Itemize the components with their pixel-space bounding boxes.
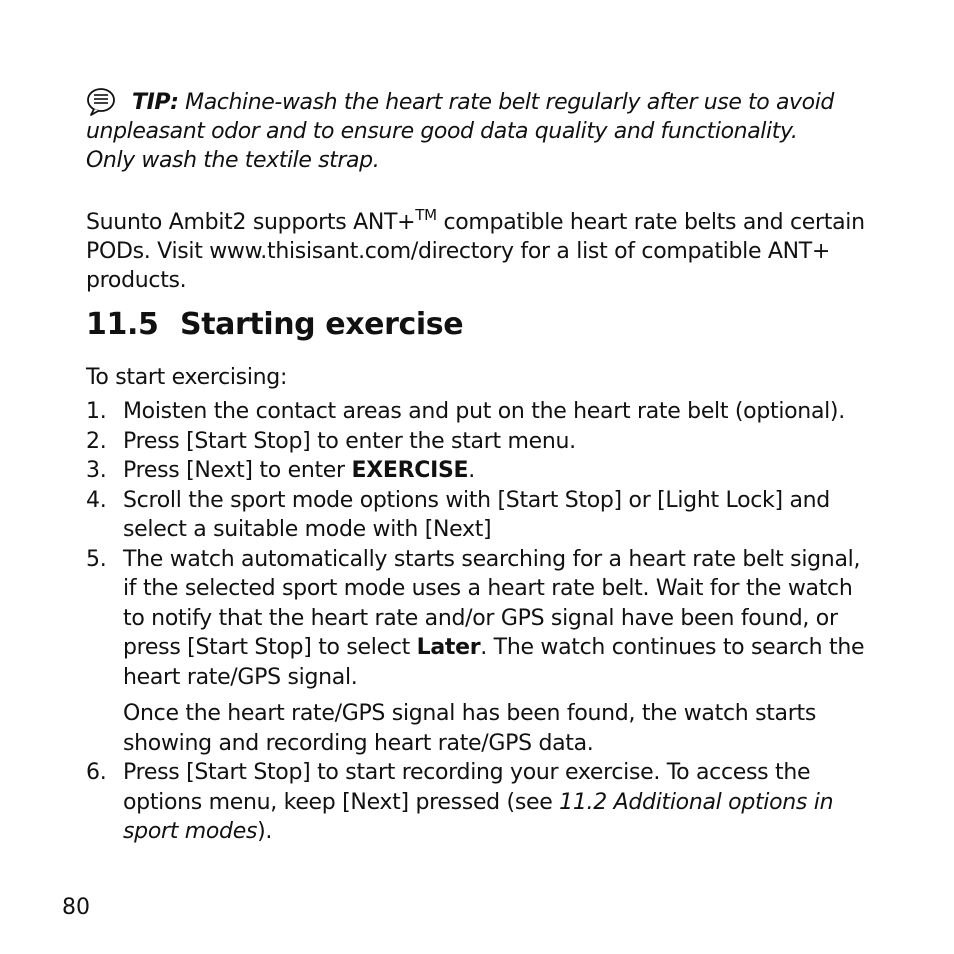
step-number: 1. [86,399,107,424]
step-item [86,545,876,759]
step-text: Moisten the contact areas and put on the heart rate belt (optional). [123,399,845,424]
step-text-end: . [468,458,475,483]
step-text-end: . The watch continues to search the heart rate/GPS signal. [123,635,865,690]
step-item [86,427,876,457]
step-number: 6. [86,760,107,785]
section-heading [86,306,463,344]
menu-name: EXERCISE [351,458,469,483]
tip-label: TIP: [132,90,179,115]
section-number: 11.5 [86,307,159,342]
step-item [86,758,876,847]
step-text: Press [Start Stop] to enter the start menu. [123,428,576,454]
step-text-end: ). [257,819,273,844]
option-name: Later [416,635,481,660]
step-list [86,397,876,847]
trademark-mark: TM [415,206,437,224]
cross-reference-link[interactable]: 11.2 Additional options in sport modes [123,789,834,844]
step-item [86,456,876,486]
tip-text: Machine-wash the heart rate belt regularly after use to avoid unpleasant odor and to ensure good data quality and functionality. Only wash the textile strap. [86,90,834,173]
step-number: 3. [86,458,107,483]
step-number: 4. [86,487,107,513]
step-text: Press [Start Stop] to start recording your exercise. To access the options menu, keep [Next] pressed (see [123,760,811,815]
tip-note [86,88,846,175]
intro-text-2: compatible heart rate belts and certain PODs. Visit www.thisisant.com/directory for a list of compatible ANT+ products. [86,210,865,293]
step-number: 2. [86,428,107,454]
page-number: 80 [62,895,90,920]
step-item [86,397,876,427]
step-item [86,486,876,545]
step-followup-text: Once the heart rate/GPS signal has been found, the watch starts showing and recording heart rate/GPS data. [123,701,816,756]
step-text: Press [Next] to enter [123,458,352,483]
step-text: Scroll the sport mode options with [Start Stop] or [Light Lock] and select a suitable mode with [Next] [123,487,830,542]
intro-text-1: Suunto Ambit2 supports ANT+ [86,210,416,235]
section-title: Starting exercise [180,307,464,342]
intro-paragraph [86,208,866,295]
step-text: The watch automatically starts searching for a heart rate belt signal, if the selected sport mode uses a heart rate belt. Wait for the watch to notify that the heart rate and/or GPS signal have been found, or press [Start Stop] to select [123,546,861,660]
lead-text: To start exercising: [86,365,288,390]
step-number: 5. [86,546,107,572]
